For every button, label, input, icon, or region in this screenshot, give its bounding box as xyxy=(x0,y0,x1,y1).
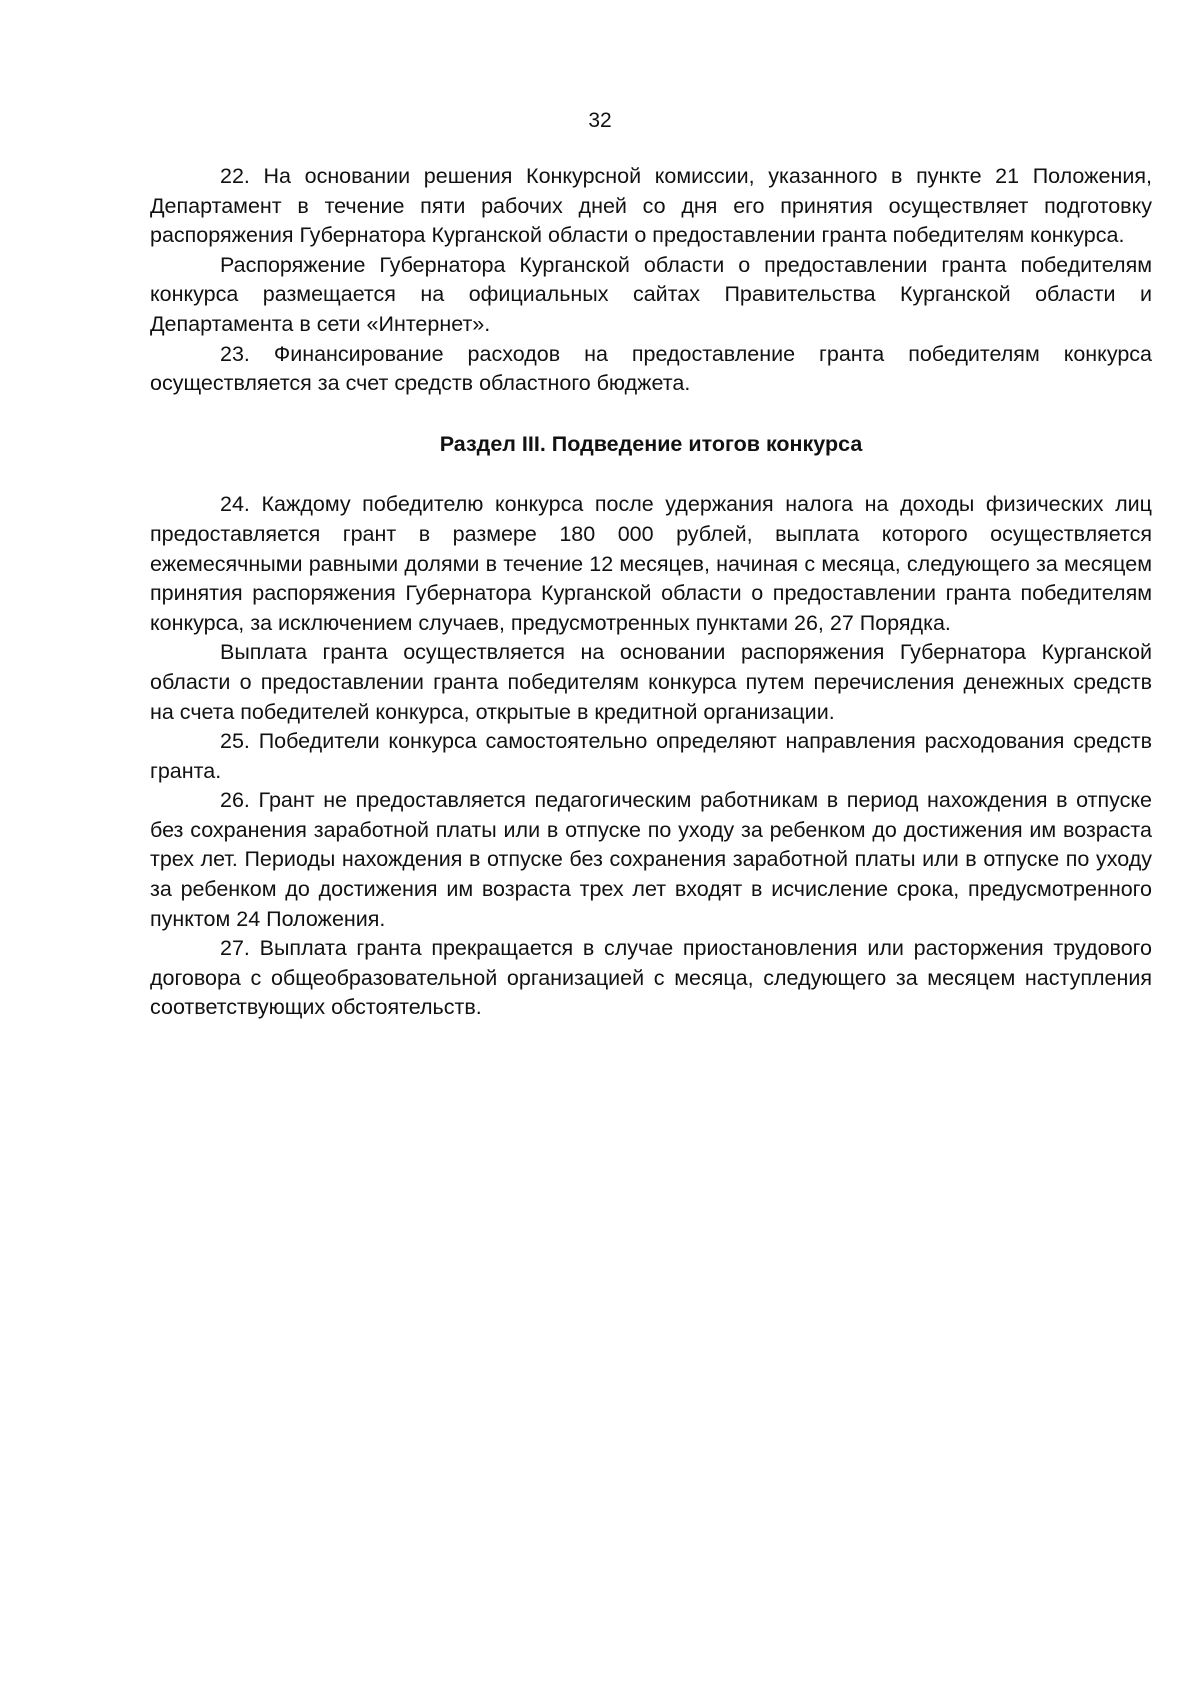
paragraph-order-publication: Распоряжение Губернатора Курганской области о предоставлении гранта победителям конкурса размещается на официальных сайтах Правительства Курганской области и Департамента в сети «Интернет». xyxy=(150,252,1152,336)
paragraph-23: 23. Финансирование расходов на предоставление гранта победителям конкурса осуществляется за счет средств областного бюджета. xyxy=(150,341,1152,396)
paragraph-27: 27. Выплата гранта прекращается в случае приостановления или расторжения трудового договора с общеобразовательной организацией с месяца, следующего за месяцем наступления соответствующих обстоятельств. xyxy=(150,936,1152,1020)
document-body xyxy=(150,162,1152,1023)
page-number: 32 xyxy=(588,109,612,132)
paragraph-26: 26. Грант не предоставляется педагогическим работникам в период нахождения в отпуске без сохранения заработной платы или в отпуске по уходу за ребенком до достижения им возраста трех лет. Периоды нахождения в отпуске без сохранения заработной платы или в отпуске по уходу за ребенком до достижения им возраста трех лет входят в исчисление срока, предусмотренного пунктом 24 Положения. xyxy=(150,788,1152,931)
section-title: Раздел III. Подведение итогов конкурса xyxy=(439,431,863,456)
paragraph-24: 24. Каждому победителю конкурса после удержания налога на доходы физических лиц предоставляется грант в размере 180 000 рублей, выплата которого осуществляется ежемесячными равными долями в течение 12 месяцев, начиная с месяца, следующего за месяцем принятия распоряжения Губернатора Курганской области о предоставлении гранта победителям конкурса, за исключением случаев, предусмотренных пунктами 26, 27 Порядка. xyxy=(150,492,1152,635)
paragraph-payment-basis: Выплата гранта осуществляется на основании распоряжения Губернатора Курганской области о предоставлении гранта победителям конкурса путем перечисления денежных средств на счета победителей конкурса, открытые в кредитной организации. xyxy=(150,640,1152,724)
paragraph-25: 25. Победители конкурса самостоятельно определяют направления расходования средств гранта. xyxy=(150,729,1152,783)
paragraph-22: 22. На основании решения Конкурсной комиссии, указанного в пункте 21 Положения, Департамент в течение пяти рабочих дней со дня его принятия осуществляет подготовку распоряжения Губернатора Курганской области о предоставлении гранта победителям конкурса. xyxy=(150,164,1152,248)
